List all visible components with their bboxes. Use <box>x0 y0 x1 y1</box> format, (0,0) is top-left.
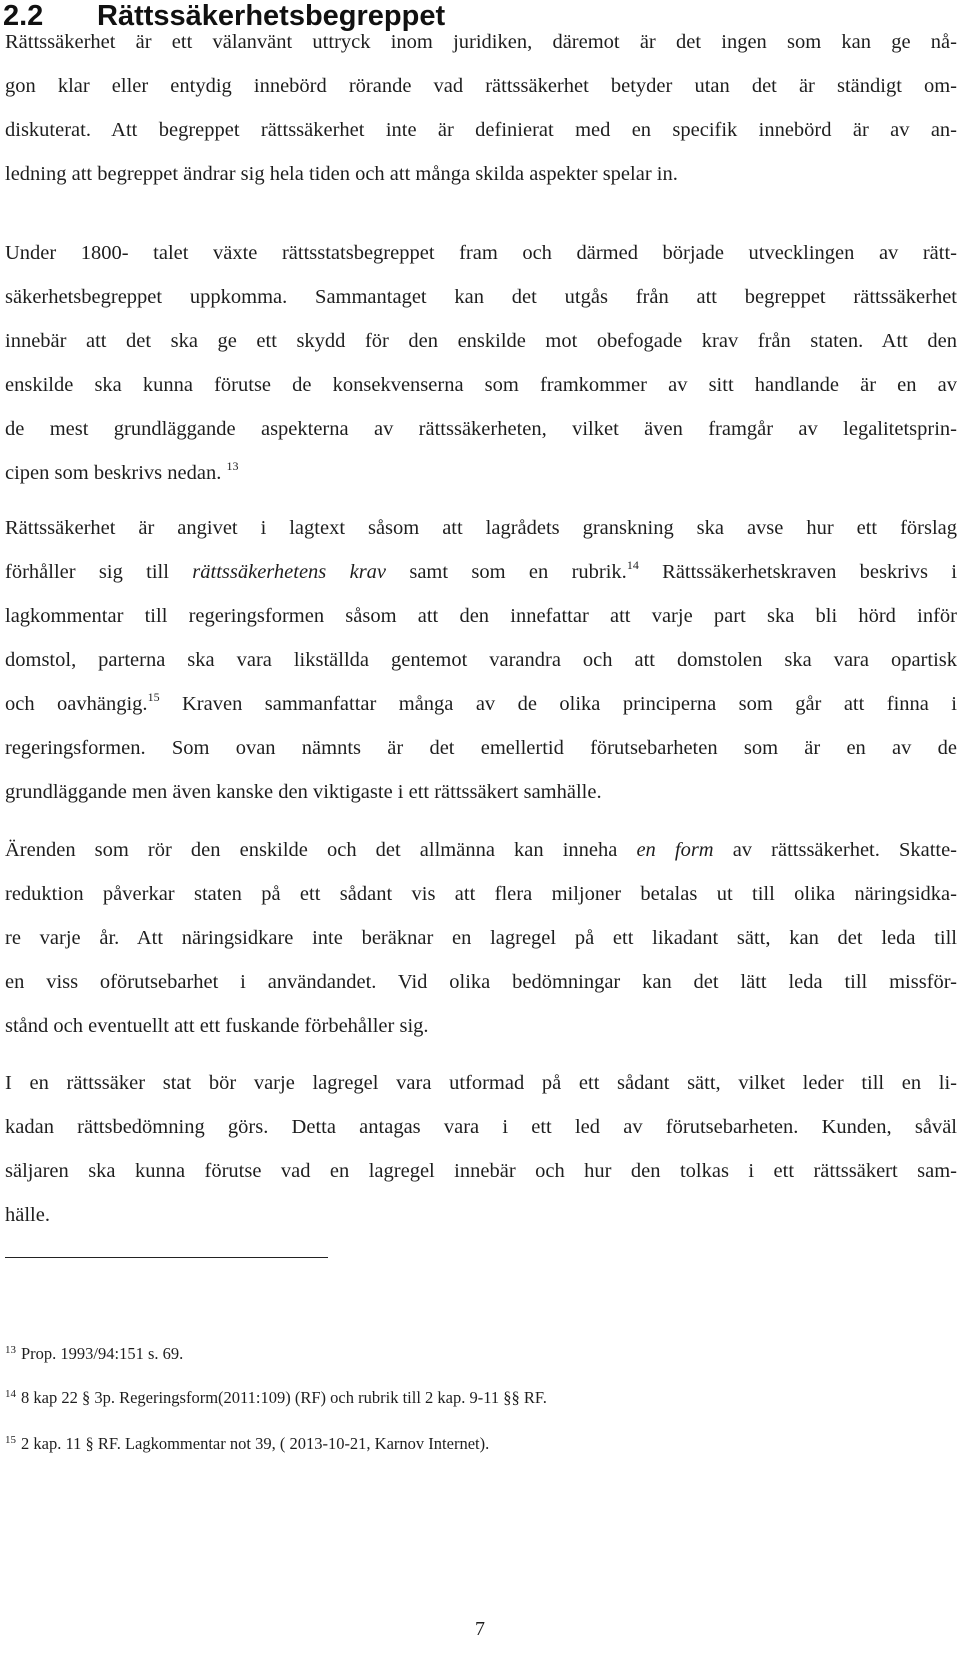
footnote <box>5 1344 183 1366</box>
line-text: Rättssäkerhetskraven beskrivs i <box>638 561 958 583</box>
footnote <box>5 1388 547 1410</box>
line-text: av rättssäkerhet. Skatte- <box>713 839 958 861</box>
paragraph-line: enskilde ska kunna förutse de konsekvenserna som framkommer av sitt handlande är en av <box>5 374 957 396</box>
paragraph-line <box>5 828 957 872</box>
paragraph-line: Rättssäkerhet är angivet i lagtext såsom att lagrådets granskning ska avse hur ett förslag <box>5 517 957 539</box>
paragraph-line: hälle. <box>5 1204 50 1226</box>
paragraph-line: grundläggande men även kanske den viktigaste i ett rättssäkert samhälle. <box>5 781 602 803</box>
footnote-mark: 13 <box>5 1344 16 1356</box>
paragraph-line: gon klar eller entydig innebörd rörande vad rättssäkerhet betyder utan det är ständigt om- <box>5 75 957 97</box>
footnote-reference[interactable]: 14 <box>626 558 639 572</box>
paragraph-line: I en rättssäker stat bör varje lagregel vara utformad på ett sådant sätt, vilket leder till en li- <box>5 1072 957 1094</box>
paragraph-line: Under 1800- talet växte rättsstatsbegreppet fram och därmed började utvecklingen av rätt- <box>5 242 957 264</box>
footnote <box>5 1434 489 1456</box>
paragraph-2 <box>5 231 957 495</box>
footnote-text: 8 kap 22 § 3p. Regeringsform(2011:109) (RF) och rubrik till 2 kap. 9-11 §§ RF. <box>21 1388 547 1407</box>
footnote-reference[interactable]: 13 <box>226 459 239 473</box>
paragraph-line: säkerhetsbegreppet uppkomma. Sammantaget kan det utgås från att begreppet rättssäkerhet <box>5 286 957 308</box>
paragraph-line <box>5 550 957 594</box>
section-title: Rättssäkerhetsbegreppet <box>97 0 446 32</box>
line-text: förhåller sig till <box>5 561 193 583</box>
footnote-divider <box>5 1257 328 1258</box>
line-text: Kraven sammanfattar många av de olika principerna som går att finna i <box>159 693 957 715</box>
footnote-reference[interactable]: 15 <box>147 690 160 704</box>
line-text: samt som en rubrik. <box>386 561 627 583</box>
line-text: och oavhängig. <box>5 693 148 715</box>
footnote-mark: 14 <box>5 1388 16 1400</box>
paragraph-line: diskuterat. Att begreppet rättssäkerhet inte är definierat med en specifik innebörd är av an- <box>5 119 957 141</box>
paragraph-line <box>5 451 957 495</box>
emphasis-text: en form <box>636 839 714 861</box>
paragraph-line: kadan rättsbedömning görs. Detta antagas vara i ett led av förutsebarheten. Kunden, såväl <box>5 1116 957 1138</box>
page-number: 7 <box>475 1618 485 1640</box>
paragraph-line: regeringsformen. Som ovan nämnts är det emellertid förutsebarheten som är en av de <box>5 737 957 759</box>
paragraph-line: domstol, parterna ska vara likställda gentemot varandra och att domstolen ska vara opartisk <box>5 649 957 671</box>
paragraph-line: stånd och eventuellt att ett fuskande förbehåller sig. <box>5 1015 429 1037</box>
paragraph-line: ledning att begreppet ändrar sig hela tiden och att många skilda aspekter spelar in. <box>5 163 678 185</box>
footnote-text: Prop. 1993/94:151 s. 69. <box>21 1344 184 1363</box>
footnote-text: 2 kap. 11 § RF. Lagkommentar not 39, ( 2013-10-21, Karnov Internet). <box>21 1434 490 1453</box>
emphasis-text: rättssäkerhetens krav <box>192 561 387 583</box>
footnote-mark: 15 <box>5 1434 16 1446</box>
paragraph-line: en viss oförutsebarhet i användandet. Vid olika bedömningar kan det lätt leda till missför- <box>5 971 957 993</box>
paragraph-line: innebär att det ska ge ett skydd för den enskilde mot obefogade krav från staten. Att den <box>5 330 957 352</box>
paragraph-5 <box>5 1061 957 1237</box>
paragraph-4 <box>5 828 957 1048</box>
paragraph-line: reduktion påverkar staten på ett sådant vis att flera miljoner betalas ut till olika näringsidka- <box>5 883 957 905</box>
section-number: 2.2 <box>3 0 44 32</box>
paragraph-line: de mest grundläggande aspekterna av rättssäkerheten, vilket även framgår av legalitetsprin- <box>5 418 957 440</box>
paragraph-line: lagkommentar till regeringsformen såsom att den innefattar att varje part ska bli hörd inför <box>5 605 957 627</box>
line-text: cipen som beskrivs nedan. <box>5 462 222 484</box>
paragraph-line: re varje år. Att näringsidkare inte beräknar en lagregel på ett likadant sätt, kan det leda till <box>5 927 957 949</box>
line-text: Ärenden som rör den enskilde och det allmänna kan inneha <box>5 839 637 861</box>
paragraph-line <box>5 682 957 726</box>
paragraph-line: säljaren ska kunna förutse vad en lagregel innebär och hur den tolkas i ett rättssäkert sam- <box>5 1160 957 1182</box>
paragraph-line: Rättssäkerhet är ett välanvänt uttryck inom juridiken, däremot är det ingen som kan ge nå- <box>5 31 957 53</box>
paragraph-1 <box>5 20 957 196</box>
paragraph-3 <box>5 506 957 814</box>
